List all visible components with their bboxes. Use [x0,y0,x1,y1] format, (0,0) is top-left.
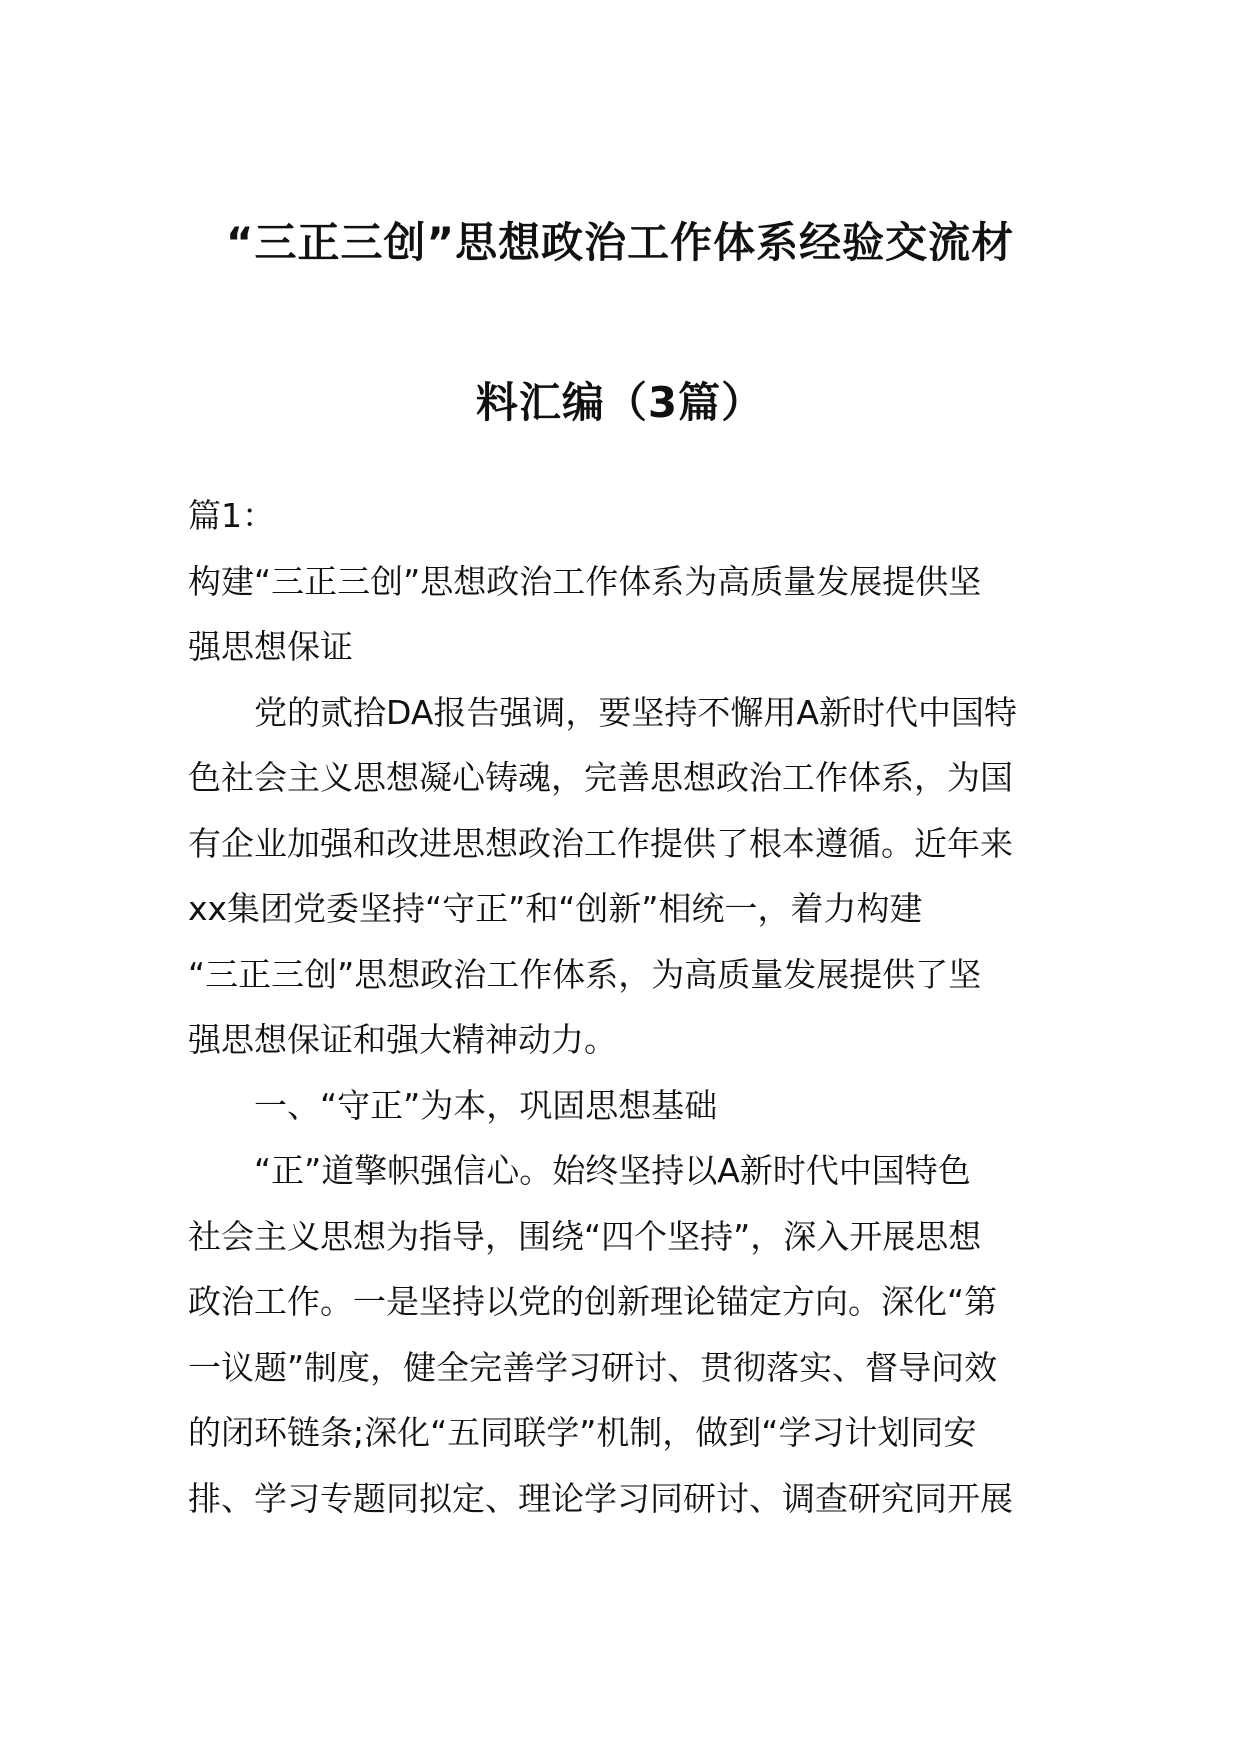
section-label: 篇1： [188,496,275,535]
paragraph-line: 强思想保证和强大精神动力。 [188,1020,617,1059]
document-body [188,483,1056,1531]
paragraph-line: 排、学习专题同拟定、理论学习同研讨、调查研究同开展 [188,1478,1013,1518]
paragraph-line: 一议题”制度，健全完善学习研讨、贯彻落实、督导问效 [188,1347,998,1387]
paragraph-line: 党的贰拾DA报告强调，要坚持不懈用A新时代中国特 [254,692,1017,732]
paragraph-line: 有企业加强和改进思想政治工作提供了根本遵循。近年来 [188,823,1013,863]
paragraph-line: “正”道擎帜强信心。始终坚持以A新时代中国特色 [254,1151,971,1190]
document-title-line-1: “三正三创”思想政治工作体系经验交流材 [225,218,1015,267]
paragraph-line: 政治工作。一是坚持以党的创新理论锚定方向。深化“第 [188,1282,998,1321]
paragraph-line: 色社会主义思想凝心铸魂，完善思想政治工作体系，为国 [188,758,1013,797]
document-title-line-2: 料汇编（3篇） [475,378,765,427]
section-heading: 一、“守正”为本，巩固思想基础 [254,1085,718,1125]
article-heading-line-2: 强思想保证 [188,627,353,666]
paragraph-line: 社会主义思想为指导，围绕“四个坚持”，深入开展思想 [188,1216,982,1256]
paragraph-line: “三正三创”思想政治工作体系，为高质量发展提供了坚 [188,954,982,994]
paragraph-line: xx集团党委坚持“守正”和“创新”相统一，着力构建 [188,889,923,928]
article-heading-line-1: 构建“三正三创”思想政治工作体系为高质量发展提供坚 [188,561,982,601]
paragraph-line: 的闭环链条;深化“五同联学”机制，做到“学习计划同安 [188,1413,977,1452]
